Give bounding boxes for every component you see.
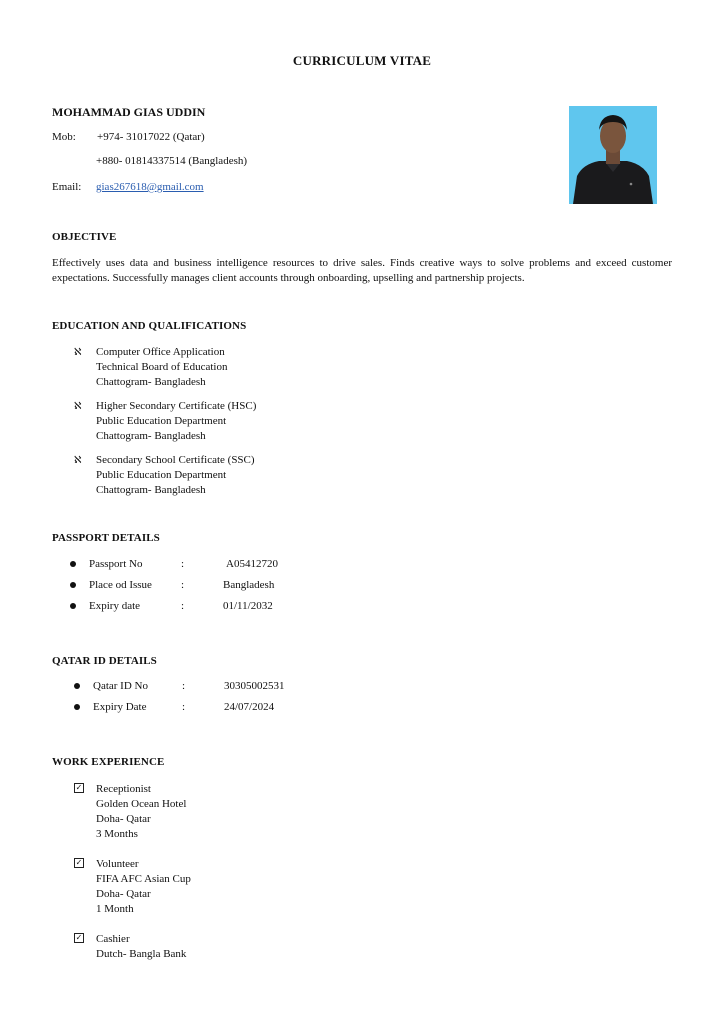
employer: Golden Ocean Hotel xyxy=(96,798,187,810)
passport-row xyxy=(70,575,278,596)
work-list xyxy=(74,782,191,962)
qatar-id-row xyxy=(74,697,285,718)
qualification-board: Public Education Department xyxy=(96,415,227,427)
bullet-icon xyxy=(74,683,80,689)
qualification-title: Computer Office Application xyxy=(96,346,225,358)
work-item xyxy=(74,782,191,842)
passport-key: Passport No xyxy=(89,558,143,570)
qualification-board: Public Education Department xyxy=(96,469,227,481)
profile-photo xyxy=(569,106,657,204)
portrait-image xyxy=(569,106,657,204)
passport-details xyxy=(70,554,278,617)
qualification-board: Technical Board of Education xyxy=(96,361,228,373)
bullet-icon xyxy=(70,582,76,588)
separator: : xyxy=(182,680,186,692)
objective-heading: OBJECTIVE xyxy=(52,231,117,243)
employer: FIFA AFC Asian Cup xyxy=(96,873,191,885)
mobile-label: Mob: xyxy=(52,131,76,143)
passport-value: 01/11/2032 xyxy=(223,600,273,612)
qatar-id-key: Expiry Date xyxy=(93,701,147,713)
passport-value: A05412720 xyxy=(226,558,278,570)
separator: : xyxy=(182,701,186,713)
qualification-title: Secondary School Certificate (SSC) xyxy=(96,454,255,466)
qatar-id-key: Qatar ID No xyxy=(93,680,148,692)
job-title: Volunteer xyxy=(96,858,139,870)
checkbox-checked-icon: ✓ xyxy=(75,933,83,942)
qatar-id-value: 30305002531 xyxy=(224,680,285,692)
candidate-name: MOHAMMAD GIAS UDDIN xyxy=(52,105,206,119)
qualification-location: Chattogram- Bangladesh xyxy=(96,484,206,496)
bullet-icon xyxy=(70,603,76,609)
separator: : xyxy=(181,579,185,591)
qatar-id-value: 24/07/2024 xyxy=(224,701,275,713)
employer: Dutch- Bangla Bank xyxy=(96,948,187,960)
checkbox-checked-icon: ✓ xyxy=(75,858,83,867)
work-item xyxy=(74,932,191,962)
checkbox-checked-icon: ✓ xyxy=(75,783,83,792)
job-duration: 1 Month xyxy=(96,903,134,915)
job-title: Cashier xyxy=(96,933,130,945)
job-location: Doha- Qatar xyxy=(96,888,151,900)
document-title: CURRICULUM VITAE xyxy=(292,53,432,68)
mobile-line-1 xyxy=(52,131,205,143)
education-item xyxy=(74,399,256,444)
bullet-icon xyxy=(70,561,76,567)
aleph-bullet-icon: ℵ xyxy=(74,455,82,466)
passport-row xyxy=(70,554,278,575)
work-item xyxy=(74,857,191,917)
passport-heading: PASSPORT DETAILS xyxy=(52,532,160,544)
separator: : xyxy=(181,600,185,612)
bullet-icon xyxy=(74,704,80,710)
aleph-bullet-icon: ℵ xyxy=(74,347,82,358)
passport-row xyxy=(70,596,278,617)
job-location: Doha- Qatar xyxy=(96,813,151,825)
passport-key: Expiry date xyxy=(89,600,141,612)
qatar-id-details xyxy=(74,676,285,718)
qatar-id-heading: QATAR ID DETAILS xyxy=(52,655,157,667)
qatar-id-row xyxy=(74,676,285,697)
aleph-bullet-icon: ℵ xyxy=(74,401,82,412)
separator: : xyxy=(181,558,185,570)
passport-key: Place od Issue xyxy=(89,579,152,591)
education-list xyxy=(74,345,256,498)
work-heading: WORK EXPERIENCE xyxy=(52,756,165,768)
email-label: Email: xyxy=(52,181,82,193)
email-link[interactable]: gias267618@gmail.com xyxy=(96,181,204,193)
qualification-title: Higher Secondary Certificate (HSC) xyxy=(96,400,257,412)
qualification-location: Chattogram- Bangladesh xyxy=(96,430,206,442)
job-duration: 3 Months xyxy=(96,828,138,840)
mobile-number-qatar: +974- 31017022 (Qatar) xyxy=(97,131,205,143)
objective-text: Effectively uses data and business intelligence resources to drive sales. Finds creative ways to solve problems and exceed customer expectations. Successfully manages client accounts through onboarding, upselling and partnership projects. xyxy=(52,257,672,284)
education-item xyxy=(74,453,256,498)
education-heading: EDUCATION AND QUALIFICATIONS xyxy=(52,320,247,332)
job-title: Receptionist xyxy=(96,783,151,795)
mobile-number-bangladesh: +880- 01814337514 (Bangladesh) xyxy=(96,155,248,167)
passport-value: Bangladesh xyxy=(223,579,275,591)
email-line xyxy=(52,181,204,193)
education-item xyxy=(74,345,256,390)
qualification-location: Chattogram- Bangladesh xyxy=(96,376,206,388)
